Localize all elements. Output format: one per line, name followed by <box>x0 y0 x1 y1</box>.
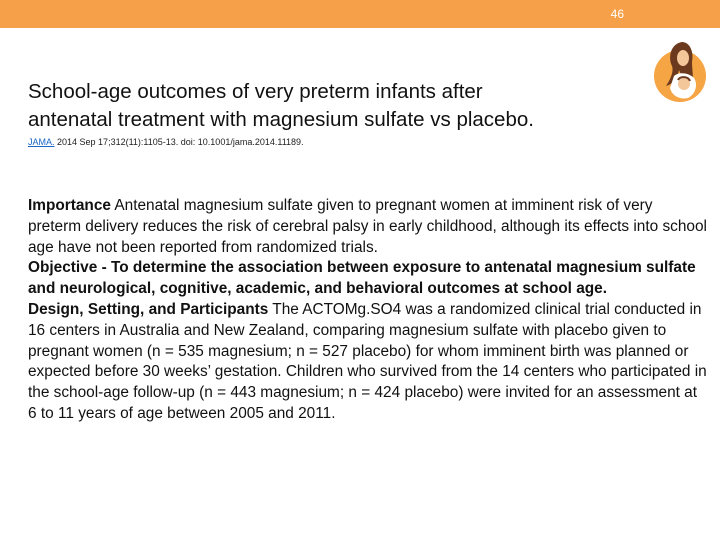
slide-number: 46 <box>610 7 624 21</box>
journal-link[interactable]: JAMA. <box>28 137 55 147</box>
importance-label: Importance <box>28 197 111 214</box>
objective-text: Objective - To determine the association between exposure to antenatal magnesium sulfate and neurological, cognitive, academic, and behavioral outcomes at school age. <box>28 259 696 298</box>
title-line-1: School-age outcomes of very preterm infants after <box>28 80 483 103</box>
design-text: The ACTOMg.SO4 was a randomized clinical trial conducted in 16 centers in Australia and New Zealand, comparing magnesium sulfate with placebo given to pregnant women (n = 535 magnesium; n = 527 placebo) for whom imminent birth was planned or expected before 30 weeks’ gestation. Children who survived from the 14 centers who participated in the school-age follow-up (n = 443 magnesium; n = 424 placebo) were invited for an assessment at 6 to 11 years of age between 2005 and 2011. <box>28 300 707 422</box>
page-title <box>28 78 698 134</box>
title-line-2: antenatal treatment with magnesium sulfate vs placebo. <box>28 108 534 131</box>
abstract-text <box>28 196 708 425</box>
citation-details: 2014 Sep 17;312(11):1105-13. doi: 10.1001/jama.2014.11189. <box>54 137 304 147</box>
design-label: Design, Setting, and Participants <box>28 300 269 318</box>
header-bar <box>0 0 720 28</box>
citation <box>28 137 304 147</box>
importance-text: Antenatal magnesium sulfate given to pregnant women at imminent risk of very preterm delivery reduces the risk of cerebral palsy in early childhood, although its effects into school age have not been reported from randomized trials. <box>28 197 707 256</box>
